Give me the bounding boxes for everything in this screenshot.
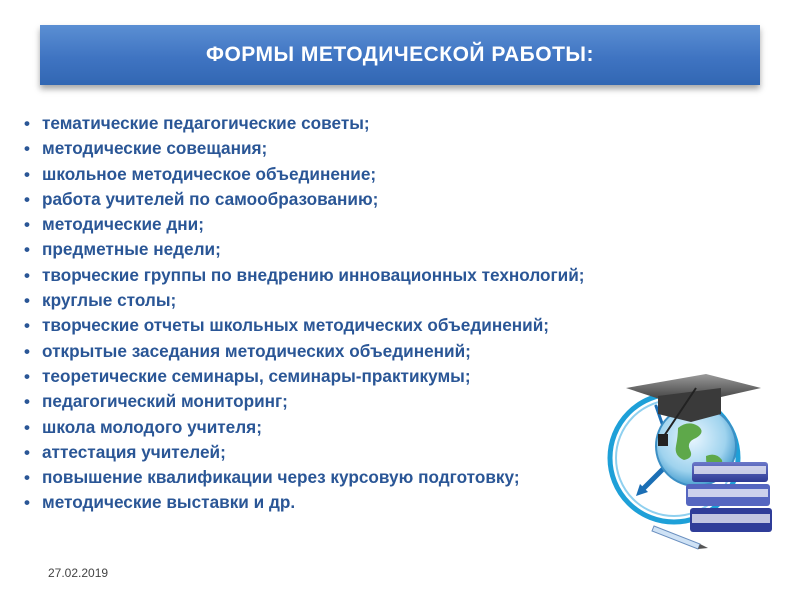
list-item: [24, 339, 744, 364]
bullet-icon: •: [24, 164, 30, 184]
bullet-icon: •: [24, 468, 30, 488]
list-item-text: педагогический мониторинг;: [42, 391, 288, 412]
bullet-icon: •: [24, 341, 30, 361]
bullet-icon: •: [24, 240, 30, 260]
list-item-text: открытые заседания методических объединений;: [42, 340, 471, 361]
list-item-text: аттестация учителей;: [42, 441, 226, 462]
illustration-svg: [596, 366, 786, 556]
list-item: [24, 288, 744, 313]
list-item: [24, 212, 744, 237]
books-icon: [686, 462, 772, 532]
list-item-text: работа учителей по самообразованию;: [42, 188, 379, 209]
bullet-icon: •: [24, 265, 30, 285]
list-item-text: методические дни;: [42, 214, 204, 235]
bullet-icon: •: [24, 139, 30, 159]
bullet-icon: •: [24, 442, 30, 462]
title-banner: [40, 25, 760, 85]
list-item: [24, 111, 744, 136]
bullet-icon: •: [24, 493, 30, 513]
list-item-text: теоретические семинары, семинары-практикумы;: [42, 365, 471, 386]
list-item: [24, 313, 744, 338]
list-item-text: тематические педагогические советы;: [42, 113, 370, 133]
slide-date: 27.02.2019: [48, 566, 109, 580]
list-item: [24, 136, 744, 161]
list-item-text: школа молодого учителя;: [42, 416, 262, 437]
list-item-text: методические совещания;: [42, 138, 268, 159]
list-item-text: методические выставки и др.: [42, 492, 296, 513]
list-item: [24, 187, 744, 212]
list-item-text: круглые столы;: [42, 290, 177, 311]
bullet-icon: •: [24, 316, 30, 336]
education-illustration: [596, 366, 786, 556]
bullet-icon: •: [24, 114, 30, 133]
list-item-text: предметные недели;: [42, 239, 221, 260]
bullet-icon: •: [24, 215, 30, 235]
list-item-text: творческие отчеты школьных методических объединений;: [42, 315, 550, 336]
slide-title: ФОРМЫ МЕТОДИЧЕСКОЙ РАБОТЫ:: [206, 43, 594, 66]
list-item-text: школьное методическое объединение;: [42, 163, 377, 184]
bullet-icon: •: [24, 291, 30, 311]
bullet-icon: •: [24, 189, 30, 209]
list-item: [24, 162, 744, 187]
list-item: [24, 263, 744, 288]
list-item-text: творческие группы по внедрению инновационных технологий;: [42, 264, 585, 285]
bullet-icon: •: [24, 366, 30, 386]
list-item: [24, 237, 744, 262]
bullet-icon: •: [24, 417, 30, 437]
bullet-icon: •: [24, 392, 30, 412]
list-item-text: повышение квалификации через курсовую подготовку;: [42, 467, 520, 488]
